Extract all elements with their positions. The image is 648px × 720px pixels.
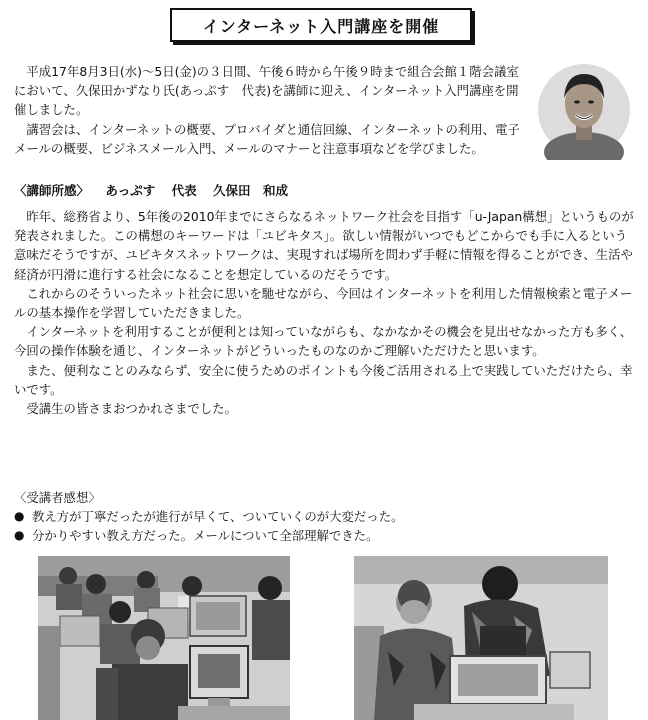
feedback-heading: 〈受講者感想〉 bbox=[14, 490, 101, 505]
lecturer-org: あっぷす bbox=[105, 183, 156, 198]
feedback-section bbox=[14, 488, 634, 545]
lecturer-line bbox=[14, 181, 300, 199]
bullet-icon: ● bbox=[14, 528, 25, 542]
lecturer-role: 代表 bbox=[171, 183, 197, 198]
comment-paragraph-2: これからのそういったネット社会に思いを馳せながら、今回はインターネットを利用した情報検索と電子メールの基本操作を学習していただきました。 bbox=[14, 285, 633, 321]
comment-paragraph-5: 受講生の皆さまおつかれさまでした。 bbox=[26, 401, 237, 417]
intro-section bbox=[14, 62, 524, 158]
bullet-icon: ● bbox=[14, 509, 25, 523]
feedback-text: 教え方が丁寧だったが進行が早くて、ついていくのが大変だった。 bbox=[32, 509, 404, 524]
feedback-text: 分かりやすい教え方だった。メールについて全部理解できた。 bbox=[32, 528, 379, 543]
comment-paragraph-3: インターネットを利用することが便利とは知っていながらも、なかなかその機会を見出せなかった方も多く、今回の操作体験を通じ、インターネットがどういったものなのかご理解いただけたと思います。 bbox=[14, 324, 633, 359]
title-box bbox=[170, 8, 472, 42]
comment-paragraph-4: また、便利なことのみならず、安全に使うためのポイントも今後ご活用される上で実践していただけたら、幸いです。 bbox=[14, 362, 633, 397]
lecturer-name: 久保田 和成 bbox=[213, 183, 289, 198]
feedback-item bbox=[14, 507, 634, 526]
lecturer-comment bbox=[14, 207, 634, 418]
classroom-photo-right bbox=[354, 556, 608, 720]
feedback-item bbox=[14, 526, 634, 545]
lecturer-portrait-photo bbox=[536, 60, 632, 160]
intro-paragraph-1: 平成17年8月3日(水)～5日(金)の３日間、午後６時から午後９時まで組合会館１階会議室において、久保田かずなり氏(あっぷす 代表)を講師に迎え、インターネット入門講座を開催しました。 bbox=[14, 64, 519, 118]
classroom-photo-left bbox=[38, 556, 290, 720]
comment-paragraph-1: 昨年、総務省より、5年後の2010年までにさらなるネットワーク社会を目指す「u-Japan構想」というものが発表されました。この構想のキーワードは「ユビキタス」。欲しい情報がいつでもどこからでも手に入るという意味だそうですが、ユビキタスネットワークは、実現すれば場所を問わず手軽に情報を得ることができ、生活や経済が円滑に進行する社会になることを想定しているのだそうです。 bbox=[14, 209, 634, 282]
lecturer-heading: 〈講師所感〉 bbox=[14, 183, 90, 198]
page-title: インターネット入門講座を開催 bbox=[202, 16, 440, 36]
intro-paragraph-2: 講習会は、インターネットの概要、プロバイダと通信回線、インターネットの利用、電子メールの概要、ビジネスメール入門、メールのマナーと注意事項などを学びました。 bbox=[14, 121, 520, 156]
